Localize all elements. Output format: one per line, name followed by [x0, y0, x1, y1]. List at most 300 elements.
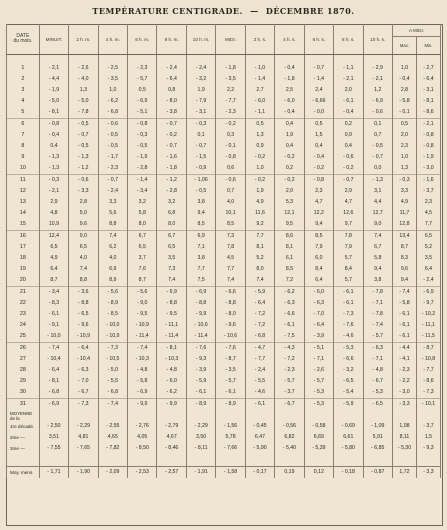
temperature-cell: - 3,2 [186, 74, 215, 85]
header-hour: 4 h. s. [275, 24, 304, 55]
temperature-cell: - 5,5 [98, 376, 127, 387]
temperature-cell: 1,2 [363, 85, 392, 96]
temperature-cell: 1,5 [304, 130, 333, 141]
spacer-cell [416, 55, 440, 64]
temperature-cell: 6,0 [304, 253, 333, 264]
day-cell: 28 [7, 365, 40, 376]
temperature-cell: - 1,8 [275, 74, 304, 85]
temperature-cell: 0,4 [275, 119, 304, 131]
temperature-cell: 12,7 [363, 208, 392, 219]
temperature-cell: - 0,3 [128, 130, 157, 141]
header-amp-sub: Max. [392, 37, 416, 55]
spacer-cell [245, 55, 274, 64]
temperature-cell: - 7,4 [39, 343, 68, 355]
table-row [7, 387, 441, 399]
temperature-cell: - 6,9 [416, 287, 440, 299]
temperature-cell: - 2,4 [98, 186, 127, 197]
spacer-cell [275, 55, 304, 64]
temperature-cell: - 3,2 [334, 365, 363, 376]
temperature-cell: - 0,4 [392, 74, 416, 85]
temperature-cell: 3,2 [157, 197, 186, 208]
temperature-cell: - 2,4 [157, 63, 186, 74]
temperature-cell: - 0,5 [98, 141, 127, 152]
temperature-cell: 7,3 [157, 264, 186, 275]
decade-mean-cell: 5,91 [363, 432, 392, 443]
temperature-cell: 4,7 [304, 197, 333, 208]
spacer-row [7, 454, 441, 467]
table-row [7, 354, 441, 365]
temperature-cell: - 6,4 [245, 298, 274, 309]
temperature-cell: 9,4 [304, 219, 333, 231]
temperature-cell: - 6,0 [245, 96, 274, 107]
temperature-cell: - 0,6 [216, 175, 245, 187]
temperature-cell: - 3,7 [416, 186, 440, 197]
temperature-cell: - 8,0 [216, 309, 245, 320]
spacer-cell [186, 55, 215, 64]
temperature-cell: 2,5 [275, 85, 304, 96]
temperature-cell: - 8,9 [98, 298, 127, 309]
temperature-cell: - 5,0 [69, 96, 98, 107]
temperature-cell: - 8,6 [416, 107, 440, 119]
temperature-cell: 7,7 [416, 219, 440, 231]
temperature-cell: 1,3 [245, 130, 274, 141]
temperature-cell: - 6,4 [69, 343, 98, 355]
temperature-cell: 0,4 [334, 141, 363, 152]
temperature-cell: - 0,2 [275, 152, 304, 163]
temperature-cell: 3,1 [363, 186, 392, 197]
header-hour: 4 h. m. [98, 24, 127, 55]
temperature-cell: - 2,6 [69, 63, 98, 74]
temperature-cell: 5,8 [128, 208, 157, 219]
temperature-cell: 2,3 [304, 186, 333, 197]
temperature-cell: - 6,8 [39, 387, 68, 399]
temperature-cell: - 0,4 [39, 130, 68, 141]
temperature-cell: - 5,3 [334, 343, 363, 355]
temperature-cell: - 9,9 [128, 399, 157, 411]
temperature-cell: - 8,1 [39, 376, 68, 387]
table-row [7, 208, 441, 219]
decade-mean-cell: 4,65 [98, 432, 127, 443]
title-separator: — [250, 6, 259, 16]
temperature-cell: 12,6 [334, 208, 363, 219]
temperature-cell: - 8,9 [186, 399, 215, 411]
temperature-cell: 0,0 [363, 163, 392, 175]
header-hour: 6 h. s. [304, 24, 333, 55]
summary-empty-cell [69, 410, 98, 421]
temperature-cell: - 7,8 [69, 107, 98, 119]
summary-empty-cell [157, 410, 186, 421]
monthly-mean-cell: 1,72 [392, 467, 416, 479]
temperature-cell: - 0,2 [245, 152, 274, 163]
spacer-cell [98, 55, 127, 64]
temperature-cell: - 6,3 [304, 298, 333, 309]
temperature-cell: 6,4 [39, 264, 68, 275]
temperature-cell: 1,0 [98, 85, 127, 96]
temperature-cell: - 1,06 [186, 175, 215, 187]
table-row [7, 152, 441, 163]
day-cell: 3 [7, 85, 40, 96]
temperature-cell: - 0,5 [69, 119, 98, 131]
table-row [7, 96, 441, 107]
temperature-cell: - 0,7 [157, 119, 186, 131]
temperature-cell: - 0,3 [39, 175, 68, 187]
day-cell: 2 [7, 74, 40, 85]
day-cell: 23 [7, 309, 40, 320]
temperature-cell: 9,6 [392, 264, 416, 275]
temperature-cell: - 1,1 [334, 63, 363, 74]
temperature-cell: - 7,7 [216, 96, 245, 107]
temperature-cell: - 7,1 [363, 298, 392, 309]
decade-mean-cell: - 5,30 [392, 443, 416, 454]
temperature-cell: - 8,0 [157, 96, 186, 107]
temperature-cell: - 7,4 [363, 320, 392, 331]
temperature-cell: - 6,3 [69, 365, 98, 376]
temperature-cell: - 0,8 [416, 141, 440, 152]
temperature-cell: 4,8 [39, 208, 68, 219]
monthly-mean-cell: - 3,3 [416, 467, 440, 479]
temperature-cell: - 1,7 [98, 152, 127, 163]
temperature-cell: - 7,3 [98, 343, 127, 355]
temperature-cell: - 3,9 [186, 365, 215, 376]
temperature-cell: 8,4 [304, 264, 333, 275]
temperature-cell: - 0,7 [157, 141, 186, 152]
spacer-cell [39, 454, 68, 467]
decade-mean-cell: 3,51 [39, 432, 68, 443]
temperature-cell: - 2,3 [98, 163, 127, 175]
temperature-cell: 8,3 [392, 253, 416, 264]
temperature-cell: - 9,1 [39, 320, 68, 331]
temperature-cell: - 0,5 [128, 141, 157, 152]
temperature-cell: 6,7 [128, 231, 157, 243]
temperature-cell: 11,6 [245, 208, 274, 219]
temperature-cell: - 6,3 [363, 343, 392, 355]
temperature-cell: 7,6 [128, 264, 157, 275]
temperature-cell: - 2,6 [304, 365, 333, 376]
decade-label: 1re décade. [7, 421, 40, 432]
temperature-cell: 11,7 [392, 208, 416, 219]
temperature-cell: - 6,7 [275, 399, 304, 411]
temperature-cell: 9,2 [245, 219, 274, 231]
temperature-cell: - 0,2 [275, 175, 304, 187]
temperature-cell: 5,2 [245, 253, 274, 264]
day-cell: 29 [7, 376, 40, 387]
temperature-cell: - 1,4 [245, 74, 274, 85]
day-cell: 16 [7, 231, 40, 243]
temperature-cell: 3,8 [186, 253, 215, 264]
decade-mean-cell: - 0,58 [304, 421, 333, 432]
day-cell: 25 [7, 331, 40, 343]
spacer-cell [69, 55, 98, 64]
temperature-cell: - 5,8 [392, 298, 416, 309]
temperature-cell: - 1,4 [128, 175, 157, 187]
decade-mean-cell: 6,82 [275, 432, 304, 443]
temperature-cell: - 8,7 [216, 354, 245, 365]
temperature-cell: - 6,1 [216, 387, 245, 399]
temperature-cell: - 0,4 [334, 107, 363, 119]
decade-mean-cell: 4,67 [157, 432, 186, 443]
temperature-cell: - 7,0 [304, 309, 333, 320]
decade-mean-cell: - 0,56 [275, 421, 304, 432]
monthly-mean-cell: 0,12 [304, 467, 333, 479]
page-title [0, 6, 447, 16]
temperature-cell: - 8,3 [39, 298, 68, 309]
temperature-cell: - 6,3 [275, 298, 304, 309]
table-row [7, 253, 441, 264]
decade-mean-cell: - 1,09 [363, 421, 392, 432]
temperature-cell: - 7,2 [275, 354, 304, 365]
temperature-cell: - 8,9 [216, 399, 245, 411]
temperature-cell: - 5,8 [392, 96, 416, 107]
temperature-cell: - 2,1 [363, 74, 392, 85]
temperature-cell: 5,8 [363, 253, 392, 264]
temperature-cell: - 4,7 [245, 343, 274, 355]
temperature-cell: 6,9 [98, 264, 127, 275]
temperature-cell: - 5,6 [98, 287, 127, 299]
temperature-cell: - 0,1 [392, 107, 416, 119]
temperature-cell: - 3,1 [416, 85, 440, 96]
temperature-cell: - 1,9 [128, 152, 157, 163]
decade-mean-cell: 4,81 [69, 432, 98, 443]
temperature-cell: 4,9 [245, 197, 274, 208]
temperature-cell: 3,8 [363, 275, 392, 287]
decade-mean-cell: - 7,82 [98, 443, 127, 454]
spacer-cell [392, 454, 416, 467]
temperature-cell: - 6,4 [304, 320, 333, 331]
header-hour: 8 h. m. [157, 24, 186, 55]
temperature-cell: - 6,9 [186, 287, 215, 299]
temperature-cell: - 10,0 [98, 320, 127, 331]
temperature-cell: 6,7 [363, 242, 392, 253]
monthly-mean-row [7, 467, 441, 479]
temperature-cell: - 6,9 [128, 96, 157, 107]
header-hour: 10 h. m. [186, 24, 215, 55]
temperature-cell: - 7,6 [186, 343, 215, 355]
temperature-cell: - 0,8 [39, 119, 68, 131]
temperature-cell: 2,4 [304, 85, 333, 96]
temperature-cell: - 5,3 [363, 387, 392, 399]
temperature-cell: - 11,5 [416, 331, 440, 343]
temperature-cell: - 10,0 [39, 331, 68, 343]
temperature-cell: - 2,8 [128, 163, 157, 175]
temperature-cell: 7,5 [186, 275, 215, 287]
temperature-cell: - 0,2 [334, 163, 363, 175]
spacer-cell [304, 55, 333, 64]
temperature-cell: - 6,1 [392, 309, 416, 320]
temperature-cell: - 2,4 [186, 63, 215, 74]
temperature-cell: - 3,5 [216, 74, 245, 85]
decade-mean-cell: - 3,7 [416, 421, 440, 432]
temperature-cell: - 7,7 [416, 365, 440, 376]
decade-mean-cell: 1,5 [416, 432, 440, 443]
temperature-cell: 0,1 [363, 119, 392, 131]
temperature-cell: - 3,9 [304, 331, 333, 343]
temperature-cell: - 5,6 [128, 287, 157, 299]
summary-empty-cell [275, 410, 304, 421]
temperature-cell: - 8,7 [416, 343, 440, 355]
spacer-cell [245, 454, 274, 467]
temperature-cell: - 9,3 [186, 354, 215, 365]
table-row [7, 331, 441, 343]
day-cell: 5 [7, 107, 40, 119]
temperature-cell: - 1,3 [69, 152, 98, 163]
temperature-cell: 0,8 [157, 85, 186, 96]
temperature-cell: 13,4 [392, 231, 416, 243]
temperature-cell: - 9,9 [157, 399, 186, 411]
monthly-mean-cell: - 0,17 [245, 467, 274, 479]
temperature-cell: - 7,1 [304, 354, 333, 365]
temperature-cell: - 5,4 [334, 387, 363, 399]
temperature-cell: - 1,2 [157, 175, 186, 187]
spacer-cell [39, 55, 68, 64]
temperature-cell: 7,7 [245, 231, 274, 243]
table-row [7, 85, 441, 96]
temperature-cell: 8,0 [157, 219, 186, 231]
temperature-cell: - 6,6 [216, 287, 245, 299]
temperature-cell: 4,5 [416, 208, 440, 219]
temperature-cell: - 7,1 [363, 354, 392, 365]
temperature-cell: - 1,3 [39, 152, 68, 163]
temperature-cell: - 1,8 [216, 63, 245, 74]
temperature-cell: - 2,8 [157, 186, 186, 197]
temperature-cell: - 3,6 [69, 287, 98, 299]
temperature-cell: 6,2 [98, 242, 127, 253]
temperature-cell: - 0,5 [186, 186, 215, 197]
temperature-cell: - 6,4 [157, 74, 186, 85]
temperature-cell: - 6,9 [157, 287, 186, 299]
temperature-cell: 5,3 [275, 197, 304, 208]
table-row [7, 242, 441, 253]
temperature-cell: - 5,3 [304, 399, 333, 411]
temperature-cell: 5,7 [334, 275, 363, 287]
table-row [7, 119, 441, 131]
summary-empty-cell [334, 410, 363, 421]
day-cell: 27 [7, 354, 40, 365]
temperature-cell: - 6,0 [304, 287, 333, 299]
table-row [7, 309, 441, 320]
monthly-mean-cell: - 1,91 [186, 467, 215, 479]
spacer-cell [157, 454, 186, 467]
temperature-cell: 0,1 [186, 130, 215, 141]
temperature-cell: 1,3 [69, 85, 98, 96]
header-hour: MIDI. [216, 24, 245, 55]
temperature-cell: - 5,7 [363, 331, 392, 343]
table-row [7, 197, 441, 208]
temperature-cell: - 5,8 [128, 376, 157, 387]
decade-mean-cell: - 7,66 [216, 443, 245, 454]
temperature-cell: 1,0 [245, 163, 274, 175]
decade-row [7, 421, 441, 432]
table-row [7, 175, 441, 187]
temperature-cell: - 6,0 [157, 376, 186, 387]
temperature-cell: 3,7 [128, 253, 157, 264]
temperature-cell: - 2,3 [128, 63, 157, 74]
temperature-cell: 9,4 [363, 264, 392, 275]
temperature-cell: - 6,5 [363, 399, 392, 411]
temperature-cell: - 0,8 [416, 130, 440, 141]
temperature-cell: 6,5 [69, 242, 98, 253]
temperature-cell: - 6,9 [128, 387, 157, 399]
decade-mean-cell: 1,08 [392, 421, 416, 432]
temperature-cell: 6,5 [128, 242, 157, 253]
temperature-cell: - 2,1 [416, 119, 440, 131]
temperature-cell: - 2,4 [416, 275, 440, 287]
temperature-cell: 9,0 [363, 219, 392, 231]
day-cell: 9 [7, 152, 40, 163]
temperature-cell: - 3,4 [128, 186, 157, 197]
header-hour: MINUIT. [39, 24, 68, 55]
decade-row [7, 432, 441, 443]
temperature-cell: 7,4 [363, 231, 392, 243]
monthly-mean-cell: - 0,87 [363, 467, 392, 479]
title-main: TEMPÉRATURE CENTIGRADE. [92, 6, 243, 16]
temperature-cell: 4,0 [216, 197, 245, 208]
temperature-cell: - 5,0 [39, 96, 68, 107]
temperature-cell: - 0,7 [186, 141, 215, 152]
day-cell: 13 [7, 197, 40, 208]
temperature-cell: 7,9 [304, 242, 333, 253]
summary-header-row [7, 410, 441, 421]
temperature-cell: - 6,0 [275, 96, 304, 107]
temperature-cell: - 10,6 [216, 331, 245, 343]
temperature-cell: - 6,5 [69, 309, 98, 320]
spacer-cell [186, 454, 215, 467]
temperature-cell: 4,7 [334, 197, 363, 208]
temperature-cell: - 1,6 [157, 152, 186, 163]
temperature-cell: - 3,1 [186, 107, 215, 119]
temperature-cell: - 6,1 [392, 320, 416, 331]
day-cell: 31 [7, 399, 40, 411]
temperature-cell: 6,1 [275, 253, 304, 264]
summary-empty-cell [363, 410, 392, 421]
monthly-mean-cell: - 2,57 [157, 467, 186, 479]
temperature-cell: - 10,5 [98, 354, 127, 365]
temperature-cell: - 6,5 [334, 376, 363, 387]
day-cell: 10 [7, 163, 40, 175]
decade-mean-cell: - 5,39 [304, 443, 333, 454]
day-cell: 30 [7, 387, 40, 399]
temperature-cell: - 10,4 [39, 354, 68, 365]
temperature-cell: 2,7 [245, 85, 274, 96]
summary-empty-cell [304, 410, 333, 421]
temperature-cell: - 8,1 [416, 96, 440, 107]
temperature-cell: - 0,8 [216, 152, 245, 163]
temperature-cell: 5,2 [416, 242, 440, 253]
temperature-cell: - 9,6 [69, 320, 98, 331]
temperature-cell: 6,8 [157, 208, 186, 219]
temperature-cell: - 1,5 [186, 152, 215, 163]
monthly-mean-cell: - 0,18 [334, 467, 363, 479]
temperature-cell: - 0,8 [128, 119, 157, 131]
temperature-cell: - 6,8 [245, 331, 274, 343]
temperature-cell: - 0,2 [304, 163, 333, 175]
table-row [7, 343, 441, 355]
temperature-cell: 0,6 [216, 163, 245, 175]
decade-mean-cell: - 5,80 [334, 443, 363, 454]
temperature-cell: 8,7 [392, 242, 416, 253]
decade-mean-cell: - 2,55 [98, 421, 127, 432]
temperature-cell: - 6,1 [245, 399, 274, 411]
table-row [7, 186, 441, 197]
table-body [7, 55, 441, 479]
spacer-cell [98, 454, 127, 467]
decade-mean-cell: - 0,45 [245, 421, 274, 432]
day-cell: 1 [7, 63, 40, 74]
temperature-cell: - 4,4 [392, 343, 416, 355]
spacer-cell [216, 454, 245, 467]
temperature-cell: - 5,1 [128, 107, 157, 119]
temperature-cell: 0,5 [304, 119, 333, 131]
monthly-mean-cell: 0,19 [275, 467, 304, 479]
